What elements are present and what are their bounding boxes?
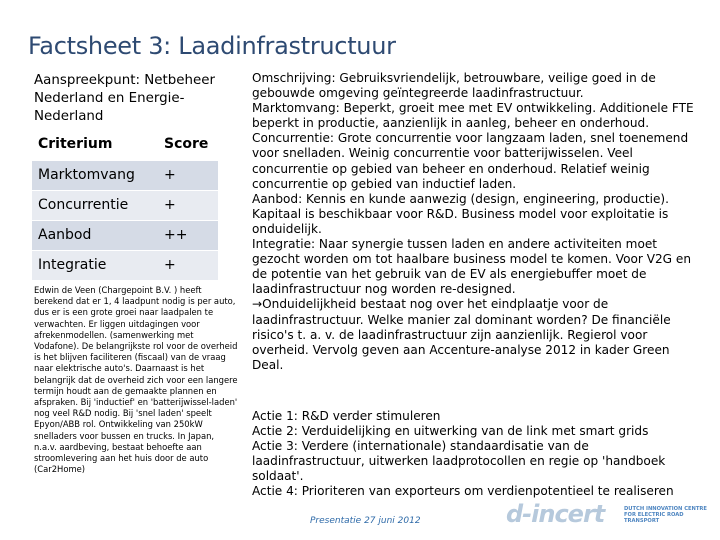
table-row [32, 191, 218, 220]
action-item: Actie 3: Verdere (internationale) standaardisatie van de laadinfrastructuur, uitwerken laadprotocollen en regie op 'handboek soldaat'. [252, 439, 666, 484]
description-paragraph: Aanbod: Kennis en kunde aanwezig (design, engineering, productie). Kapitaal is beschikbaar voor R&D. Business model voor exploitatie is onduidelijk. [252, 191, 669, 236]
logo-word: d-incert [506, 500, 605, 528]
row-score: + [164, 257, 176, 273]
row-criterium: Aanbod [38, 227, 92, 243]
page-title: Factsheet 3: Laadinfrastructuur [28, 32, 396, 60]
logo-subtitle: DUTCH INNOVATION CENTRE FOR ELECTRIC ROAD TRANSPORT [624, 506, 707, 524]
description-block [252, 71, 702, 373]
contact-block [34, 72, 220, 126]
contact-line: Nederland [34, 109, 104, 124]
table-row [32, 221, 218, 250]
row-criterium: Integratie [38, 257, 107, 273]
row-criterium: Marktomvang [38, 167, 135, 183]
contact-line: Nederland en Energie- [34, 91, 185, 106]
description-paragraph: →Onduidelijkheid bestaat nog over het eindplaatje voor de laadinfrastructuur. Welke manier zal dominant worden? De financiële risico's t. a. v. de laadinfrastructuur zijn aanzienlijk. Regierol voor overheid. Vervolg geven aan Accenture-analyse 2012 in kader Green Deal. [252, 297, 671, 372]
row-criterium: Concurrentie [38, 197, 129, 213]
description-paragraph: Omschrijving: Gebruiksvriendelijk, betrouwbare, veilige goed in de gebouwde omgeving geïntegreerde laadinfrastructuur. [252, 71, 656, 101]
table-body [32, 161, 218, 280]
source-note: Edwin de Veen (Chargepoint B.V. ) heeft berekend dat er 1, 4 laadpunt nodig is per auto, dus er is een grote groei naar laadpalen te verwachten. Er liggen uitdagingen voor afrekenmodellen. (samenwerking met Vodafone). De belangrijkste rol voor de overheid is het blijven faciliteren (fiscaal) van de vraag naar elektrische auto's. Daarnaast is het belangrijk dat de overheid zich voor een langere termijn houdt aan de gemaakte plannen en afspraken. Bij 'inductief' en 'batterijwissel-laden' nog veel R&D nodig. Bij 'snel laden' speelt Epyon/ABB rol. Ontwikkeling van 250kW snelladers voor bussen en trucks. In Japan, n.a.v. aardbeving, bestaat behoefte aan stroomlevering aan het huis door de auto (Car2Home) [34, 285, 238, 475]
description-paragraph: Marktomvang: Beperkt, groeit mee met EV ontwikkeling. Additionele FTE beperkt in productie, aanzienlijk in aanleg, beheer en onderhoud. [252, 101, 694, 131]
action-item: Actie 2: Verduidelijking en uitwerking van de link met smart grids [252, 424, 649, 439]
description-paragraph: Integratie: Naar synergie tussen laden en andere activiteiten moet gezocht worden om tot haalbare business model te komen. Voor V2G en de potentie van het gebruik van de EV als energiebuffer moet de laadinfrastructuur nog worden re-designed. [252, 237, 691, 297]
header-score: Score [164, 136, 209, 152]
table-row [32, 161, 218, 190]
action-item: Actie 1: R&D verder stimuleren [252, 409, 441, 423]
score-table [32, 128, 218, 280]
row-score: + [164, 167, 176, 183]
table-header [32, 128, 218, 160]
row-score: + [164, 197, 176, 213]
actions-block [252, 409, 702, 500]
footer-date: Presentatie 27 juni 2012 [310, 516, 421, 526]
description-paragraph: Concurrentie: Grote concurrentie voor langzaam laden, snel toenemend voor snelladen. Weinig concurrentie voor batterijwisselen. Veel concurrentie op gebied van beheer en onderhoud. Relatief weinig concurrentie op gebied van inductief laden. [252, 131, 689, 191]
contact-line: Aanspreekpunt: Netbeheer [34, 73, 215, 88]
row-score: ++ [164, 227, 188, 243]
table-row [32, 251, 218, 280]
header-criterium: Criterium [38, 136, 113, 152]
action-item: Actie 4: Prioriteren van exporteurs om verdienpotentieel te realiseren [252, 484, 674, 499]
